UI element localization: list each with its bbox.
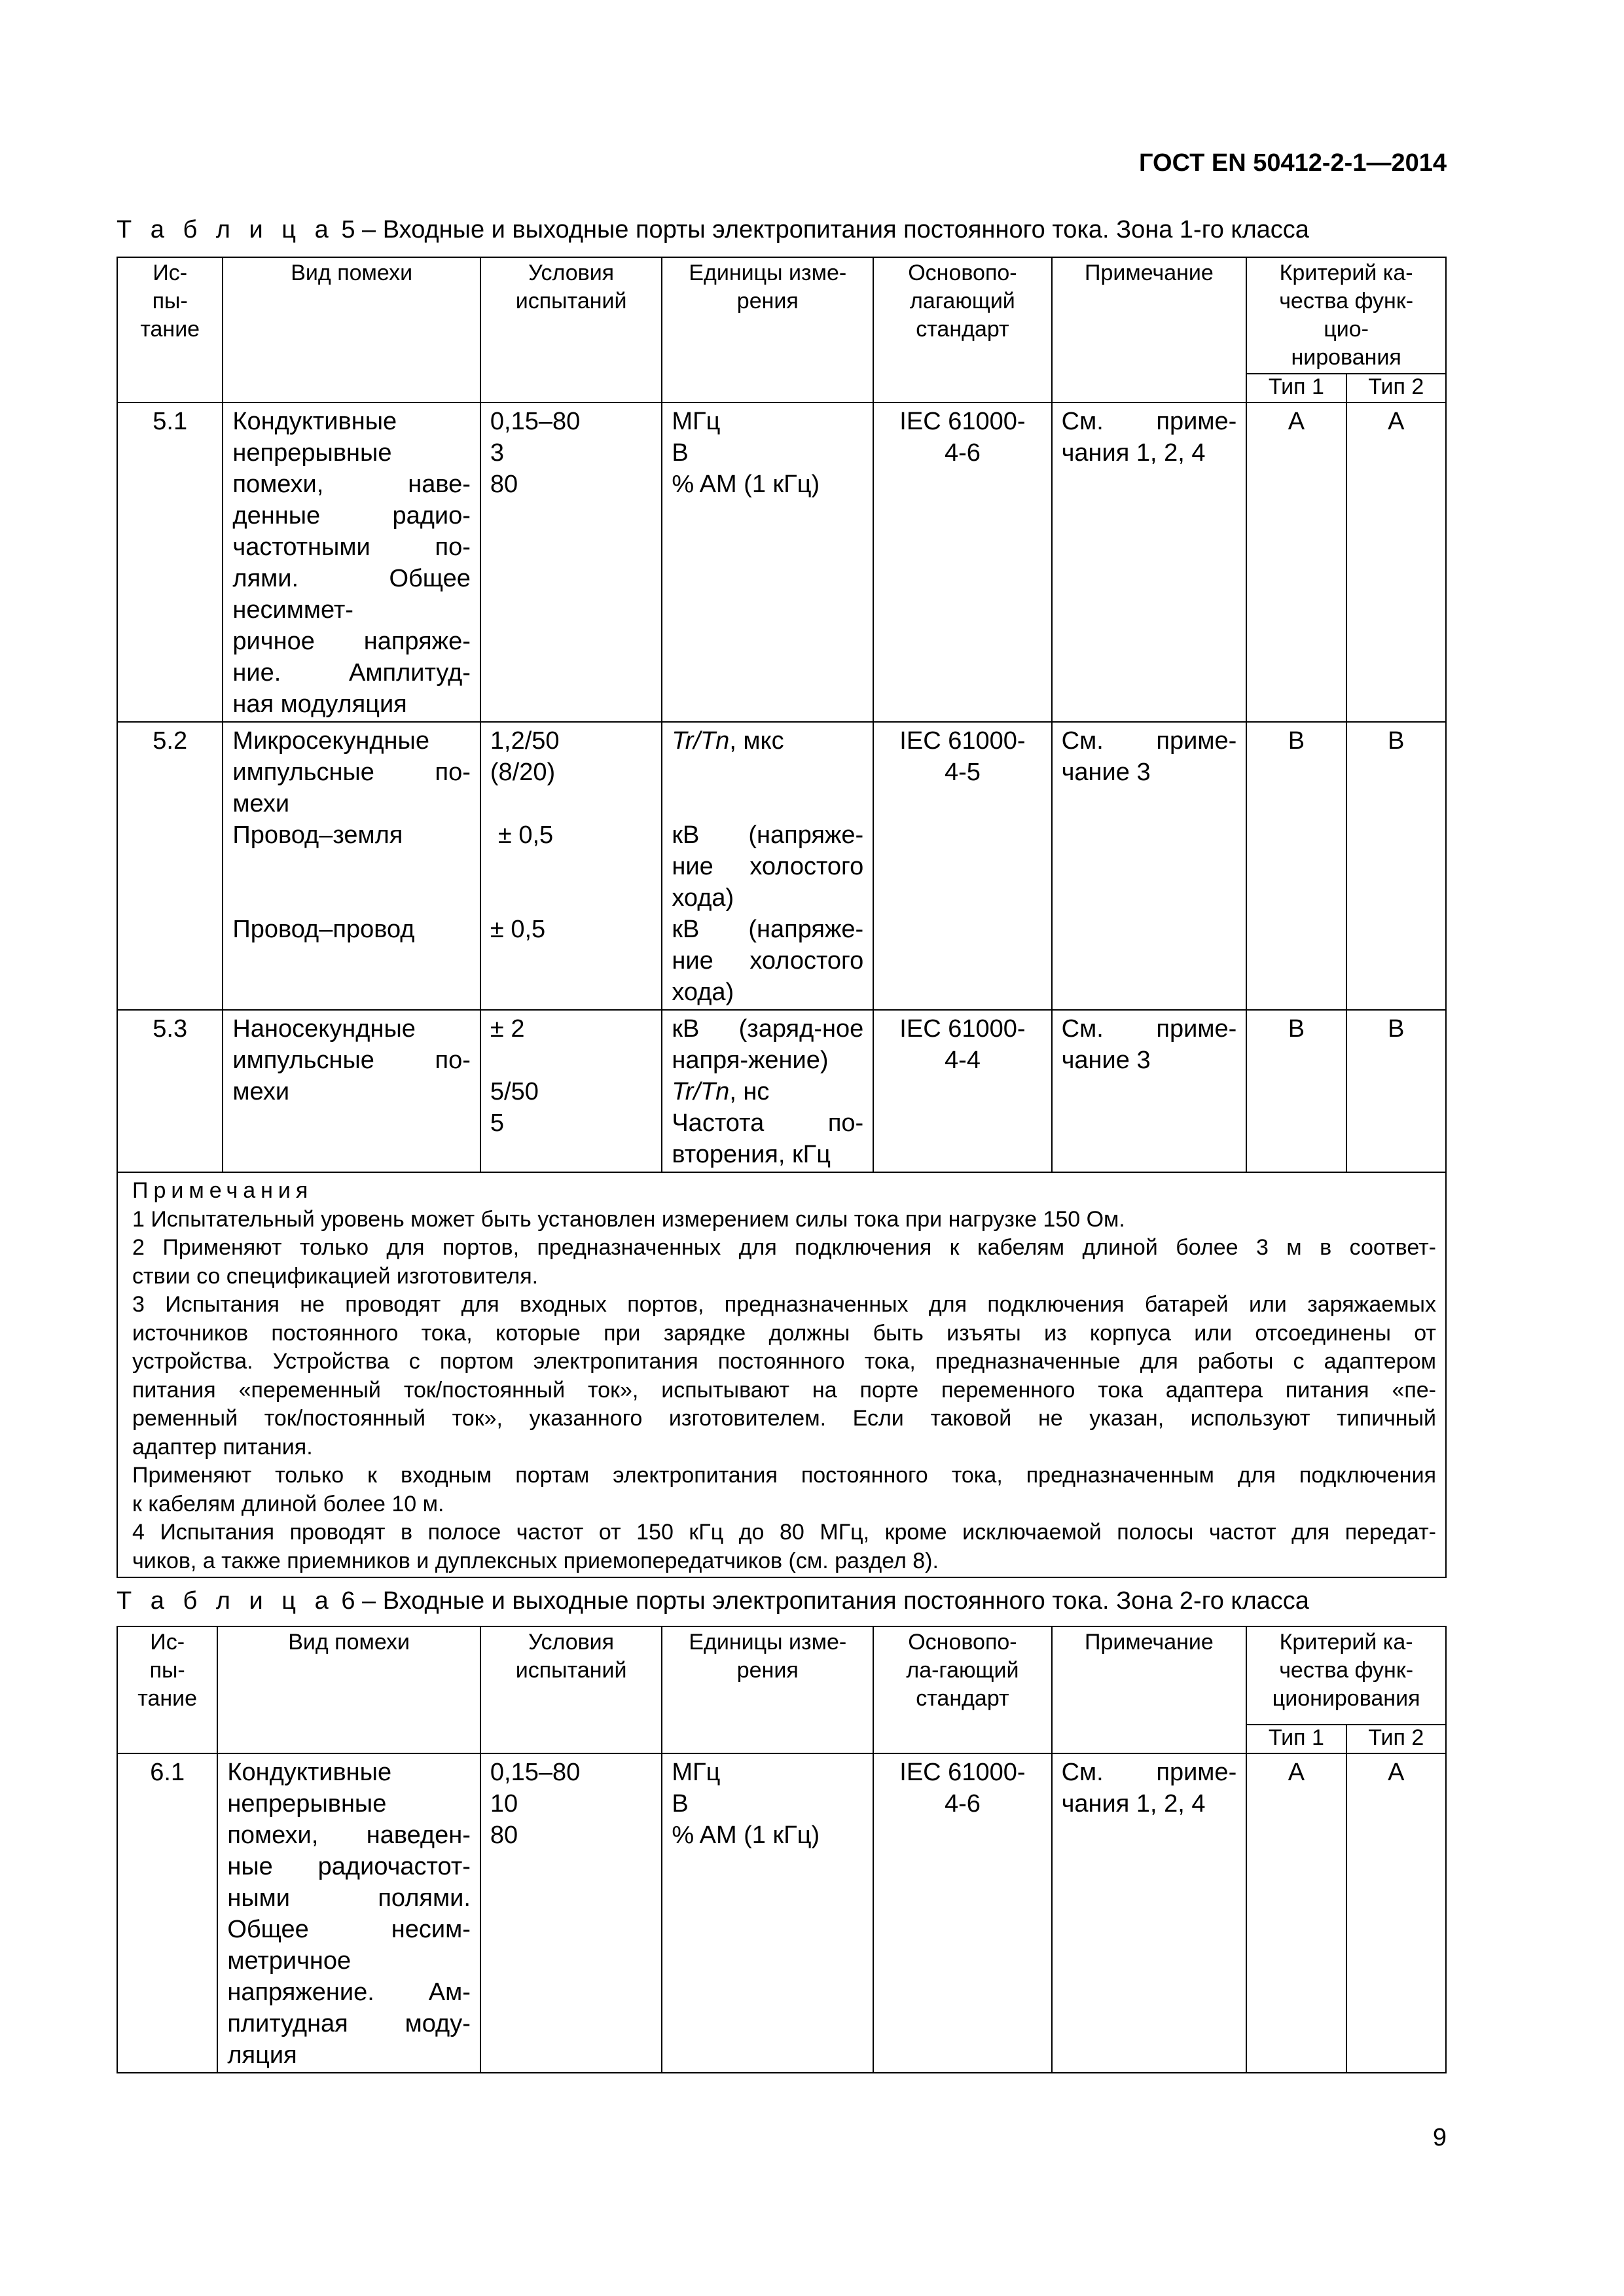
note-reference: См. приме- чание 3 bbox=[1052, 722, 1247, 1010]
note-line: 4 Испытания проводят в полосе частот от 150 кГц до 80 МГц, кроме исключаемой полосы частот для передат- bbox=[132, 1520, 1436, 1545]
interference-type: Кондуктивные непрерывные помехи, наведен- ные радиочастот- ными полями. Общее несим- метричное напряжение. Ам- плитудная моду- ляция bbox=[217, 1753, 480, 2073]
test-number: 5.3 bbox=[117, 1010, 223, 1172]
test-number: 5.2 bbox=[117, 722, 223, 1010]
table6-header-standard: Основопо- ла-гающий стандарт bbox=[873, 1626, 1051, 1753]
notes-title: Примечания bbox=[132, 1178, 314, 1203]
document-id: ГОСТ EN 50412-2-1—2014 bbox=[1139, 149, 1447, 177]
table6-header-test: Ис- пы- тание bbox=[117, 1626, 217, 1753]
interference-type: Кондуктивные непрерывные помехи, наве- денные радио- частотными по- лями. Общее несиммет- ричное напряже- ние. Амплитуд- ная модуляция bbox=[223, 403, 480, 722]
table6-header-conditions: Условия испытаний bbox=[480, 1626, 662, 1753]
table6-caption bbox=[117, 1587, 1309, 1615]
criterion-type1: A bbox=[1246, 403, 1346, 722]
table5-caption-prefix: Т а б л и ц а bbox=[117, 216, 334, 243]
test-number: 6.1 bbox=[117, 1753, 217, 2073]
table5-header-row bbox=[117, 257, 1446, 374]
table6-header-type2: Тип 2 bbox=[1346, 1725, 1446, 1753]
table5-header-test: Ис- пы- тание bbox=[117, 257, 223, 403]
criterion-type2: A bbox=[1346, 1753, 1446, 2073]
base-standard: IEC 61000- 4-6 bbox=[873, 403, 1051, 722]
criterion-type1: A bbox=[1246, 1753, 1346, 2073]
note-reference: См. приме- чание 3 bbox=[1052, 1010, 1247, 1172]
table5-header-standard: Основопо- лагающий стандарт bbox=[873, 257, 1051, 403]
table5-header-criterion: Критерий ка- чества функ- цио- нирования bbox=[1246, 257, 1446, 374]
table5-header-type2: Тип 2 bbox=[1346, 374, 1446, 403]
table-row bbox=[117, 403, 1446, 722]
table5-header-note: Примечание bbox=[1052, 257, 1247, 403]
base-standard: IEC 61000- 4-4 bbox=[873, 1010, 1051, 1172]
table5-header-type: Вид помехи bbox=[223, 257, 480, 403]
test-conditions: 1,2/50 (8/20) ± 0,5 ± 0,5 bbox=[480, 722, 662, 1010]
table5-header-type1: Тип 1 bbox=[1246, 374, 1346, 403]
test-conditions: 0,15–80 3 80 bbox=[480, 403, 662, 722]
table5-caption-text: 5 – Входные и выходные порты электропитания постоянного тока. Зона 1-го класса bbox=[334, 216, 1309, 243]
note-line: устройства. Устройства с портом электропитания постоянного тока, предназначенные для работы с адаптером bbox=[132, 1349, 1436, 1374]
criterion-type2: A bbox=[1346, 403, 1446, 722]
note-line: чиков, а также приемников и дуплексных приемопередатчиков (см. раздел 8). bbox=[132, 1548, 939, 1573]
interference-type: Наносекундные импульсные по- мехи bbox=[223, 1010, 480, 1172]
note-reference: См. приме- чания 1, 2, 4 bbox=[1052, 403, 1247, 722]
interference-type: Микросекундные импульсные по- мехи Провод–земля Провод–провод bbox=[223, 722, 480, 1010]
table-row bbox=[117, 1010, 1446, 1172]
table6-header-units: Единицы изме- рения bbox=[662, 1626, 873, 1753]
criterion-type1: B bbox=[1246, 722, 1346, 1010]
measurement-units: МГц В % AM (1 кГц) bbox=[662, 403, 873, 722]
test-conditions: ± 2 5/50 5 bbox=[480, 1010, 662, 1172]
table5-caption bbox=[117, 216, 1309, 244]
table6-header-type1: Тип 1 bbox=[1246, 1725, 1346, 1753]
table6-caption-prefix: Т а б л и ц а bbox=[117, 1587, 334, 1615]
table-row bbox=[117, 1753, 1446, 2073]
note-line: питания «переменный ток/постоянный ток», испытывают на порте переменного тока адаптера питания «пе- bbox=[132, 1377, 1436, 1403]
table6-header-type: Вид помехи bbox=[217, 1626, 480, 1753]
note-line: к кабелям длиной более 10 м. bbox=[132, 1491, 444, 1516]
table5-header-conditions: Условия испытаний bbox=[480, 257, 662, 403]
note-line: адаптер питания. bbox=[132, 1434, 313, 1460]
test-conditions: 0,15–80 10 80 bbox=[480, 1753, 662, 2073]
criterion-type1: B bbox=[1246, 1010, 1346, 1172]
note-reference: См. приме- чания 1, 2, 4 bbox=[1052, 1753, 1247, 2073]
measurement-units: МГц В % AM (1 кГц) bbox=[662, 1753, 873, 2073]
table6-header-note: Примечание bbox=[1052, 1626, 1247, 1753]
table6 bbox=[117, 1626, 1447, 2073]
base-standard: IEC 61000- 4-6 bbox=[873, 1753, 1051, 2073]
table5-header-units: Единицы изме- рения bbox=[662, 257, 873, 403]
measurement-units: кВ (заряд-ное напря-жение) Tr/Tn, нс Частота по- вторения, кГц bbox=[662, 1010, 873, 1172]
table6-caption-text: 6 – Входные и выходные порты электропитания постоянного тока. Зона 2-го класса bbox=[334, 1587, 1309, 1615]
note-line: Применяют только к входным портам электропитания постоянного тока, предназначенным для подключения bbox=[132, 1463, 1436, 1488]
note-line: ствии со спецификацией изготовителя. bbox=[132, 1263, 539, 1289]
note-line: ременный ток/постоянный ток», указанного изготовителем. Если таковой не указан, используют типичный bbox=[132, 1406, 1436, 1431]
table-row bbox=[117, 722, 1446, 1010]
table6-header-row bbox=[117, 1626, 1446, 1725]
measurement-units: Tr/Tn, мкс кВ (напряже- ние холостого хода) кВ (напряже- ние холостого хода) bbox=[662, 722, 873, 1010]
criterion-type2: B bbox=[1346, 722, 1446, 1010]
table5-notes-row bbox=[117, 1172, 1446, 1577]
table5-notes bbox=[117, 1172, 1446, 1577]
table6-header-criterion: Критерий ка- чества функ- ционирования bbox=[1246, 1626, 1446, 1725]
note-line: 1 Испытательный уровень может быть установлен измерением силы тока при нагрузке 150 Ом. bbox=[132, 1206, 1125, 1232]
test-number: 5.1 bbox=[117, 403, 223, 722]
base-standard: IEC 61000- 4-5 bbox=[873, 722, 1051, 1010]
criterion-type2: B bbox=[1346, 1010, 1446, 1172]
note-line: 3 Испытания не проводят для входных портов, предназначенных для подключения батарей или заряжаемых bbox=[132, 1292, 1436, 1317]
note-line: источников постоянного тока, которые при зарядке должны быть изъяты из корпуса или отсоединены от bbox=[132, 1320, 1436, 1346]
page-number: 9 bbox=[1432, 2124, 1447, 2151]
table5 bbox=[117, 257, 1447, 1578]
note-line: 2 Применяют только для портов, предназначенных для подключения к кабелям длиной более 3 м в соответ- bbox=[132, 1235, 1436, 1260]
